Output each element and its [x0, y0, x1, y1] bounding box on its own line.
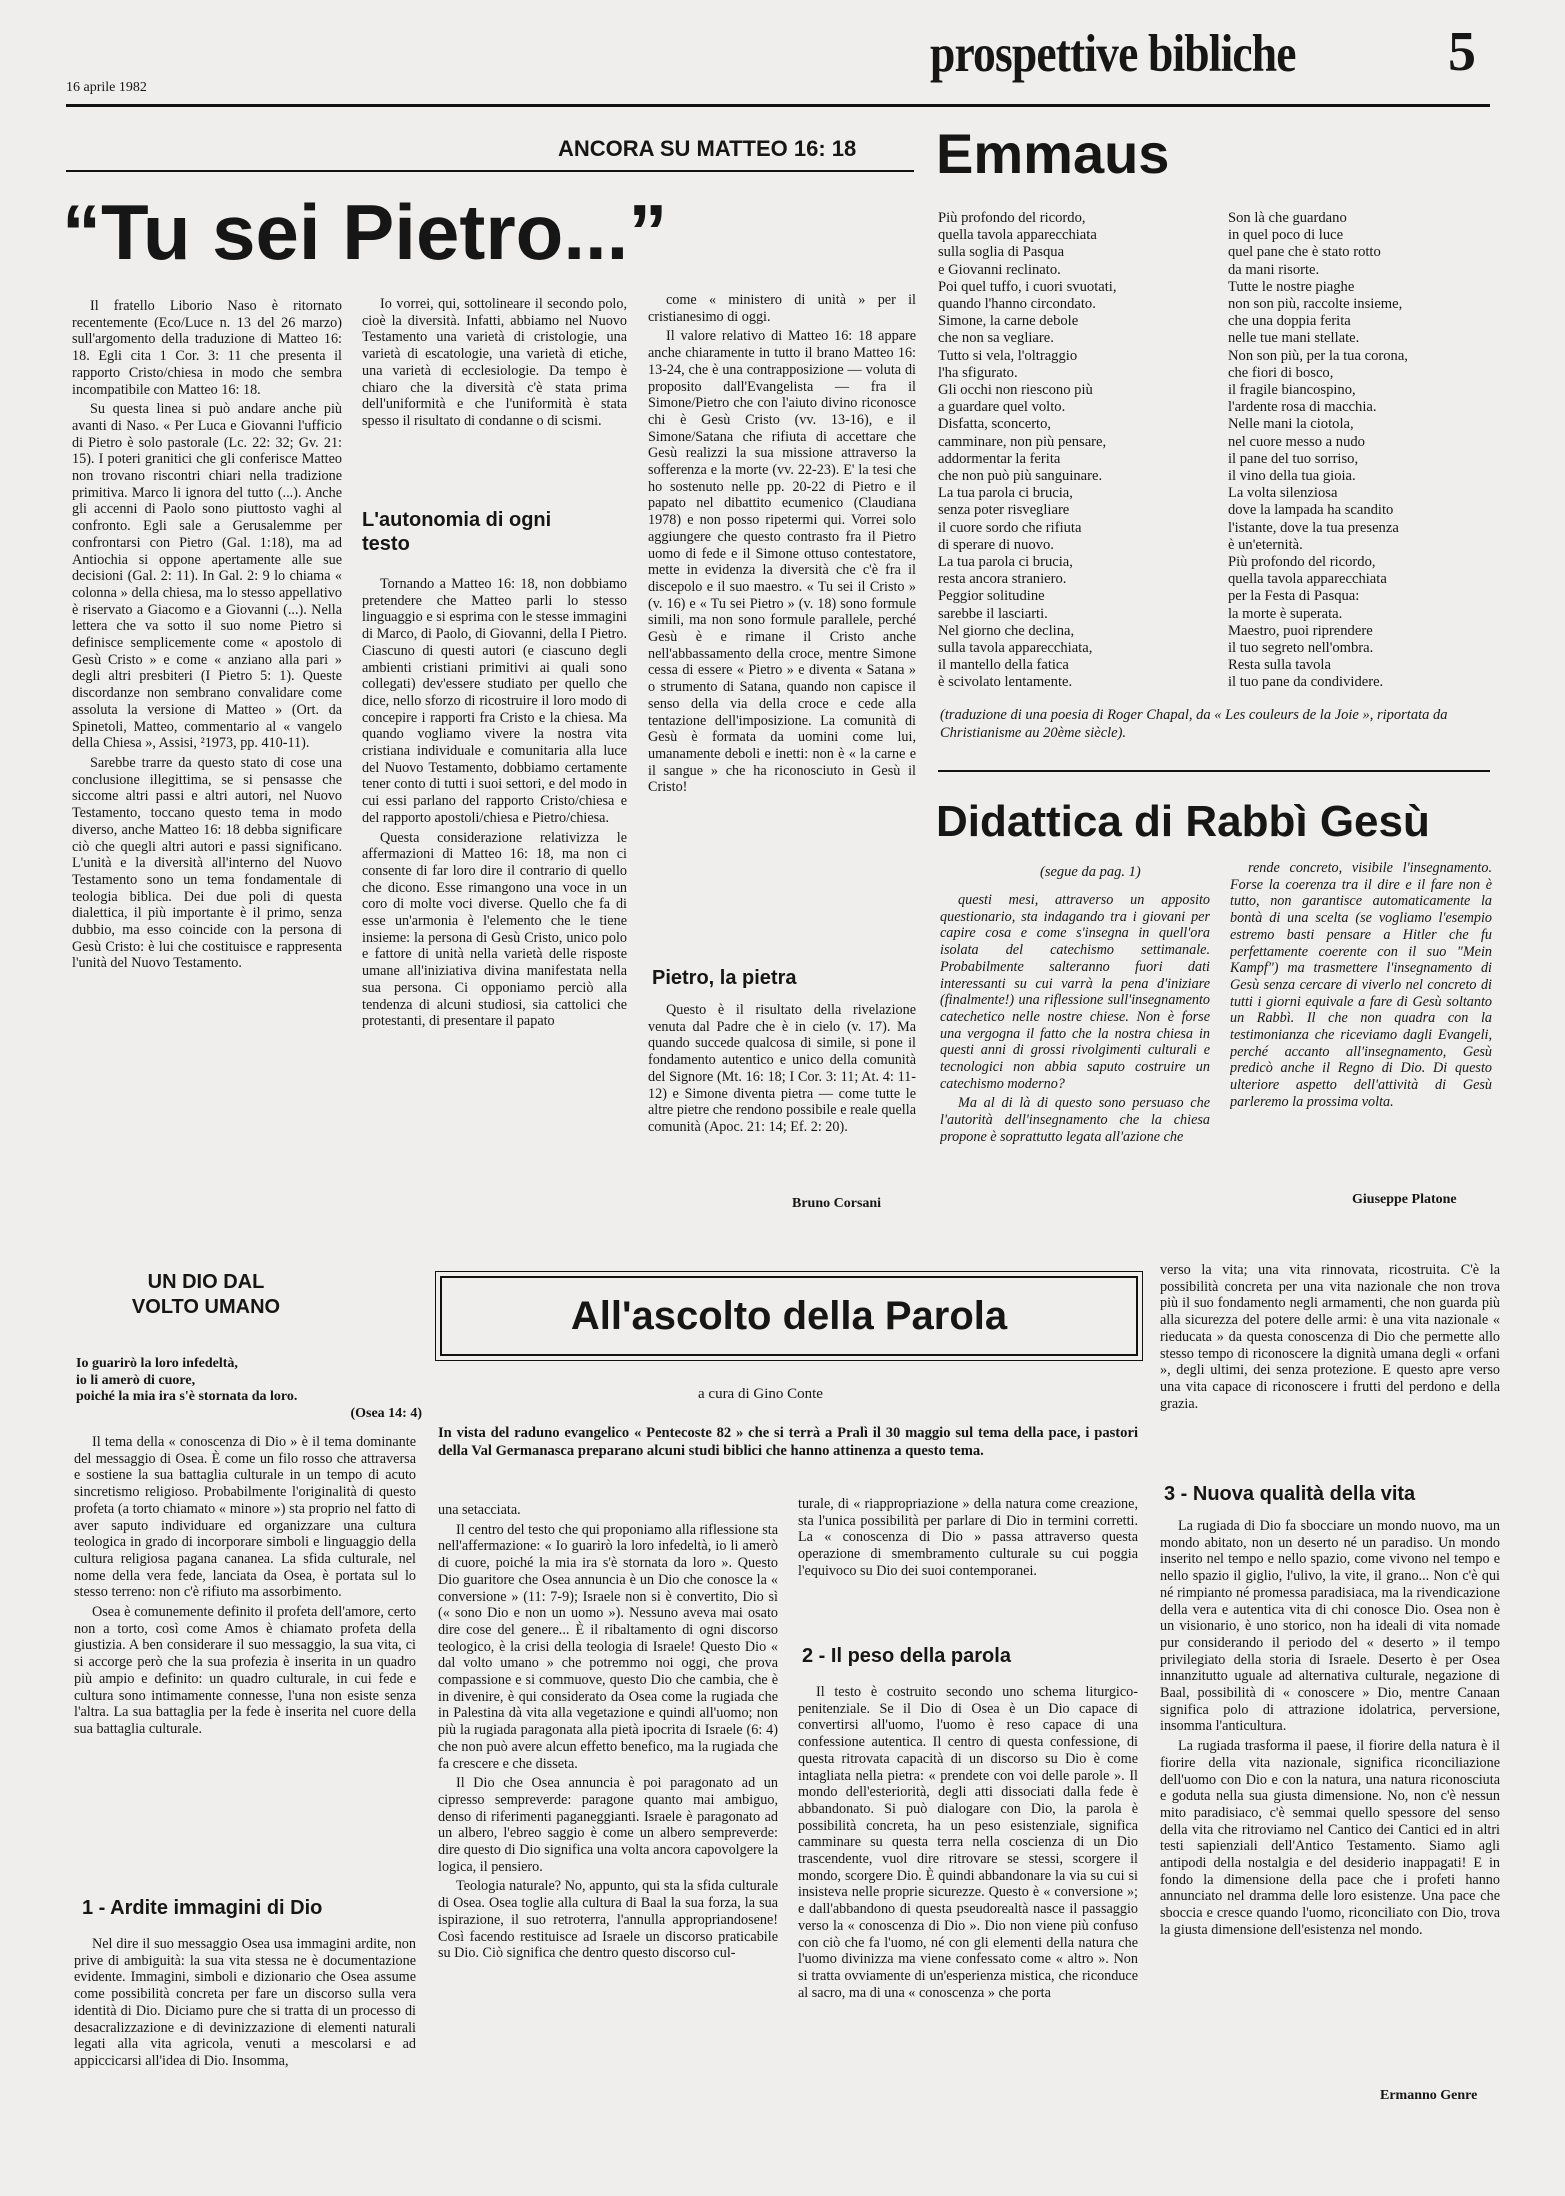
parola-col1b: Nel dire il suo messaggio Osea usa immagini ardite, non prive di ambiguità: la sua vita stessa ne è documentazione evidente. Immagini, simboli e dizionario che Osea assume come possibilità concreta per fare un discorso sulla vera identità di Dio. Diciamo pure che si tratta di un processo di desacralizzazione e di devinizzazione di elementi naturali legati alla vita agricola, venuti a mescolarsi e ad appiccicarsi all'idea di Dio. Insomma,	[74, 1936, 416, 2069]
issue-date: 16 aprile 1982	[66, 80, 147, 95]
poem-line: l'ardente rosa di macchia.	[1228, 399, 1377, 416]
parola-editor: a cura di Gino Conte	[698, 1386, 823, 1402]
poem-line: nel cuore messo a nudo	[1228, 433, 1365, 450]
poem-line: quella tavola apparecchiata	[1228, 571, 1387, 588]
poem-line: Maestro, puoi riprendere	[1228, 622, 1373, 639]
poem-line: il vino della tua gioia.	[1228, 468, 1356, 485]
parola-box-title: All'ascolto della Parola	[570, 1294, 1008, 1338]
pietro-col3b: Questo è il risultato della rivelazione venuta dal Padre che è in cielo (v. 17). Ma quando succede qualcosa di simile, si pone il fondamento autentico e unico della comunità del Signore (Mt. 16: 18; I Cor. 3: 11; At. 4: 11-12) e Simone diventa pietra — come tutte le altre pietre che rendono possibile e reale quella comunità (Apoc. 21: 14; Ef. 2: 20).	[648, 1002, 916, 1135]
parola-kicker: UN DIO DAL VOLTO UMANO	[131, 1271, 281, 1318]
masthead-rule	[66, 104, 1490, 107]
pietro-subhead-autonomia: L'autonomia di ogni testo	[362, 509, 552, 555]
poem-line: l'ha sfigurato.	[938, 364, 1018, 381]
poem-line: l'istante, dove la tua presenza	[1228, 519, 1399, 536]
poem-line: la morte è superata.	[1228, 605, 1343, 622]
poem-line: che una doppia ferita	[1228, 313, 1351, 330]
poem-line: Simone, la carne debole	[938, 313, 1079, 330]
poem-line: addormentar la ferita	[938, 450, 1061, 467]
poem-line: il cuore sordo che rifiuta	[938, 519, 1082, 536]
poem-line: sulla soglia di Pasqua	[938, 244, 1065, 261]
emmaus-title: Emmaus	[936, 122, 1170, 185]
poem-line: Non son più, per la tua corona,	[1228, 347, 1408, 364]
pietro-kicker: ANCORA SU MATTEO 16: 18	[558, 136, 857, 161]
pietro-col1: Il fratello Liborio Naso è ritornato recentemente (Eco/Luce n. 13 del 26 marzo) sull'argomento della traduzione di Matteo 16: 18. Egli cita 1 Cor. 3: 11 che presenta il rapporto Cristo/chiesa in modo che sembra incompatibile con Matteo 16: 18. Su questa linea si può andare anche più avanti di Naso. « Per Luca e Giovanni l'ufficio di Pietro è solo pastorale (Lc. 22: 32; Gv. 21: 15). I poteri granitici che gli conferisce Matteo non trovano riscontri chiari nella tradizione primitiva. Marco li ignora del tutto (...). Anche gli accenni di Paolo sono piuttosto vaghi al confronto. Egli sale a Gerusalemme per confrontarsi con Pietro (Gal. 1:18), ma ad Antiochia si oppone apertamente alle sue decisioni (Gal. 2: 11). In Gal. 2: 9 lo chiama « colonna » della chiesa, ma lo stesso appellativo è riservato a Giacomo e a Giovanni (...). Nella lettera che va sotto il suo nome Pietro si definisce semplicemente come « apostolo di Gesù Cristo » e come « anziano alla pari » degli altri presbiteri (I Pietro 5: 1). Queste discordanze non sembrano convalidare come assoluta la versione di Matteo » (Ort. da Spinetoli, Matteo, commentario al « vangelo della Chiesa », Assisi, ²1973, pp. 410-11). Sarebbe trarre da questo stato di cose una conclusione illegittima, se si pensasse che siccome altri passi e altri autori, nel Nuovo Testamento, toccano questo tema in modo diverso, anche Matteo 16: 18 debba significare ciò che quegli altri autori e passi significano. L'unità e la diversità all'interno del Nuovo Testamento sono un tema fondamentale di teologia biblica. Dei due poli di questa dialettica, il più importante è il primo, senza dubbio, ma esso coincide con la persona di Gesù Cristo: è lui che costituisce e rappresenta l'unità del Nuovo Testamento.	[72, 298, 342, 972]
didattica-signature: Giuseppe Platone	[1352, 1192, 1457, 1207]
poem-line: Più profondo del ricordo,	[1228, 554, 1376, 571]
poem-line: che fiori di bosco,	[1228, 364, 1334, 381]
page-number: 5	[1448, 21, 1476, 83]
didattica-continued: (segue da pag. 1)	[1040, 864, 1141, 880]
poem-line: sulla tavola apparecchiata,	[938, 640, 1093, 657]
parola-subhead-3: 3 - Nuova qualità della vita	[1164, 1483, 1416, 1505]
parola-col4b: La rugiada di Dio fa sbocciare un mondo nuovo, ma un mondo abitato, non un deserto né un paradiso. Un mondo inserito nel tempo e nello spazio, come vivono nel tempo e nello spazio il giglio, l'ulivo, la vite, il grano... Non c'è qui né rimpianto né promessa paradisiaca, ma la rivendicazione della vera e autentica vita di chi conosce Dio. Osea non è un visionario, è uno storico, non ha ideali di vita nomade pur considerando il periodo del « deserto » il tempo privilegiato della storia di Israele. Deserto è per Osea innanzitutto uguale ad alternativa culturale, negazione di Baal, possibilità di « conoscere » Dio, mentre Canaan significa polo di attrazione idolatrica, perversione, insomma l'anticultura. La rugiada trasforma il paese, il fiorire della natura è il fiorire della vita nazionale, significa riconciliazione dell'uomo con Dio e con la natura, una natura riconosciuta e goduta nella sua giusta dimensione. No, non c'è nessun mito paradisiaco, c'è semmai quello spessore del senso della vita che ritroviamo nel Cantico dei Cantici ed in altri testi sapienziali dell'Antico Testamento. Siamo agli antipodi della nostalgia e del desiderio inappagati! E in fondo la dimensione della pace che i profeti hanno annunciato nel dramma delle loro esistenze. Una pace che sboccia e cresce quando l'uomo, riconciliato con Dio, trova la giusta dimensione dell'esistenza nel mondo.	[1160, 1518, 1500, 1938]
parola-col1: Il tema della « conoscenza di Dio » è il tema dominante del messaggio di Osea. È come un filo rosso che attraversa e sostiene la sua battaglia culturale in un tempo di acuto sincretismo religioso. Probabilmente l'originalità di questo profeta (a torto chiamato « minore ») sta proprio nel fatto di aver saputo individuare ed organizzare una cultura teologica in grado di incorporare simboli e linguaggio della cultura religiosa pagana cananea. La sfida culturale, nel nome della vera fede, lanciata da Osea, è portata sul lo stesso terreno: non c'è rifiuto ma assorbimento. Osea è comunemente definito il profeta dell'amore, certo non a torto, così come Amos è chiamato profeta della giustizia. A ben considerare il suo messaggio, la sua vita, ci si accorge però che la sua profezia è inserita in un quadro più ampio e definito: un quadro culturale, in cui fede e cultura sono intimamente connesse, l'una non esiste senza l'altra. La sua battaglia per la fede è inserita nel cuore della sua battaglia culturale.	[74, 1434, 416, 1737]
didattica-title: Didattica di Rabbì Gesù	[936, 797, 1430, 846]
poem-line: a guardare quel volto.	[938, 399, 1066, 416]
didattica-col1: questi mesi, attraverso un apposito questionario, sta indagando tra i giovani per capire cosa e come s'insegna in quell'ora isolata del catechismo settimanale. Probabilmente salteranno fuori dati interessanti su cui varrà la pena d'iniziare (finalmente!) una riflessione sull'insegnamento catechetico nelle nostre chiese. Non è forse una vergogna il fatto che la nostra chiesa in questi anni di grossi rivolgimenti culturali e tecnologici non abbia saputo costruire un catechismo moderno? Ma al di là di questo sono persuaso che l'autorità dell'insegnamento che la chiesa propone è soprattutto legata all'azione che	[940, 892, 1210, 1145]
pietro-col3a: come « ministero di unità » per il cristianesimo di oggi. Il valore relativo di Matteo 16: 18 appare anche chiaramente in tutto il brano Matteo 16: 13-24, che è una contrapposizione — voluta di proposito dall'Evangelista — fra il Simone/Pietro che con l'aiuto divino riconosce chi è Gesù Cristo (vv. 13-16), e il Simone/Satana che rifiuta di accettare che Gesù realizzi la sua missione attraverso la sofferenza e la morte (vv. 22-23). E' la tesi che ho sostenuto nelle pp. 20-22 di Pietro e il papato nel dibattito ecumenico (Claudiana 1978) e non posso ripetermi qui. Vorrei solo aggiungere che questo contrasto fra il Pietro uomo di fede e il Simone ottuso contestatore, mette in evidenza la diversità che c'è fra il discepolo e il suo maestro. « Tu sei il Cristo » (v. 16) e « Tu sei Pietro » (v. 18) sono formule simili, ma non sono formule parallele, perché Gesù è e rimane il Cristo anche nell'abbassamento della croce, mentre Simone cessa di essere « Pietro » e diventa « Satana » o strumento di Satana, quando non capisce il senso della via della croce e cede alla tentazione dell'imposizione. La comunità di Gesù è formata da uomini come lui, umanamente deboli e inetti: non è « la carne e il sangue » che ha riconosciuto in Gesù il Cristo!	[648, 292, 916, 796]
emmaus-credit: (traduzione di una poesia di Roger Chapal, da « Les couleurs de la Joie », riportata da Christianisme au 20ème siècle).	[940, 707, 1448, 741]
parola-col3: turale, di « riappropriazione » della natura come creazione, sta l'unica possibilità per parlare di Dio in termini corretti. La « conoscenza di Dio » passa attraverso questa operazione di smembramento culturale su cui poggia l'equivoco su Dio dei suoi contemporanei.	[798, 1496, 1138, 1579]
poem-line: che non sa vegliare.	[938, 330, 1054, 347]
poem-line: quel pane che è stato rotto	[1228, 244, 1381, 261]
pietro-signature: Bruno Corsani	[792, 1196, 882, 1211]
poem-line: quella tavola apparecchiata	[938, 227, 1097, 244]
pietro-col2a: Io vorrei, qui, sottolineare il secondo polo, cioè la diversità. Infatti, abbiamo nel Nuovo Testamento una varietà di cristologie, una varietà di escatologie, una varietà di etiche, una varietà di ecclesiologie. Da tempo è chiaro che la diversità c'è stata prima dell'uniformità e che l'uniformità è stata spesso il risultato di condanne o di scismi.	[362, 296, 627, 429]
poem-line: La tua parola ci brucia,	[938, 485, 1073, 502]
poem-line: Peggior solitudine	[938, 588, 1045, 605]
poem-line: il mantello della fatica	[938, 657, 1069, 674]
parola-subhead-2: 2 - Il peso della parola	[802, 1645, 1011, 1667]
poem-line: Gli occhi non riescono più	[938, 382, 1093, 399]
emmaus-rule	[938, 770, 1490, 772]
emmaus-poem-right	[1228, 210, 1498, 700]
poem-line: Nel giorno che declina,	[938, 622, 1075, 639]
pietro-headline: “Tu sei Pietro...”	[62, 188, 668, 276]
poem-line: da mani risorte.	[1228, 261, 1320, 278]
parola-title-box	[440, 1276, 1138, 1356]
poem-line: camminare, non più pensare,	[938, 433, 1107, 450]
poem-line: La volta silenziosa	[1228, 485, 1338, 502]
poem-line: è scivolato lentamente.	[938, 674, 1073, 691]
poem-line: per la Festa di Pasqua:	[1228, 588, 1360, 605]
poem-line: il fragile biancospino,	[1228, 382, 1356, 399]
poem-line: Tutte le nostre piaghe	[1228, 278, 1355, 295]
pietro-subhead-pietra: Pietro, la pietra	[652, 967, 797, 989]
parola-intro: In vista del raduno evangelico « Pentecoste 82 » che si terrà a Pralì il 30 maggio sul tema della pace, i pastori della Val Germanasca preparano alcuni studi biblici che hanno attinenza a questo tema.	[438, 1425, 1138, 1459]
poem-line: il tuo pane da condividere.	[1228, 674, 1384, 691]
poem-line: Tutto si vela, l'oltraggio	[938, 347, 1078, 364]
parola-epigraph: Io guarirò la loro infedeltà, io li amerò di cuore, poiché la mia ira s'è stornata da loro. (Osea 14: 4)	[76, 1356, 422, 1421]
section-title: prospettive bibliche	[930, 25, 1296, 83]
poem-line: Poi quel tuffo, i cuori svuotati,	[938, 278, 1117, 295]
pietro-col2b: Tornando a Matteo 16: 18, non dobbiamo pretendere che Matteo parli lo stesso linguaggio e si esprima con le stesse immagini di Marco, di Paolo, di Giovanni, della I Pietro. Ciascuno di questi autori (e ciascuno degli ambienti cristiani primitivi ai quali sono collegati) dev'essere studiato per quello che dice, nello sforzo di ricostruire il loro modo di concepire i rapporti fra Cristo e la chiesa. Ma quando vogliamo vivere la nostra vita cristiana individuale e comunitaria alla luce del Nuovo Testamento, dobbiamo certamente tener conto di tutti i suoi settori, e del modo in cui essi parlano del rapporto Cristo/chiesa e del rapporto apostoli/chiesa e Pietro/chiesa. Questa considerazione relativizza le affermazioni di Matteo 16: 18, ma non ci consente di far loro dire il contrario di quello che dicono. Esse rimangono una voce in un coro di molte voci diverse. Quello che fa di esse un'armonia è l'elemento che le tiene insieme: la persona di Gesù Cristo, unico polo e fattore di unità nella varietà delle risposte umane all'iniziativa divina manifestata nella sua persona. Ci opponiamo perciò alla tendenza di alcuni studiosi, sia cattolici che protestanti, di presentare il papato	[362, 576, 627, 1030]
poem-line: di sperare di nuovo.	[938, 536, 1054, 553]
poem-line: il tuo segreto nell'ombra.	[1228, 640, 1374, 657]
poem-line: che non può più sanguinare.	[938, 468, 1103, 485]
poem-line: Nelle mani la ciotola,	[1228, 416, 1354, 433]
poem-line: Son là che guardano	[1228, 210, 1347, 226]
parola-signature: Ermanno Genre	[1380, 2088, 1478, 2103]
poem-line: Più profondo del ricordo,	[938, 210, 1086, 226]
poem-line: Resta sulla tavola	[1228, 657, 1331, 674]
poem-line: in quel poco di luce	[1228, 227, 1344, 244]
parola-col3b: Il testo è costruito secondo uno schema liturgico-penitenziale. Se il Dio di Osea è un Dio capace di convertirsi all'uomo, l'uomo è reso capace di una confessione autentica. Il centro di questa confessione, di questa ritrovata capacità di un discorso su Dio è come intagliata nella pietra: « prendete con voi delle parole ». Il mondo dell'esteriorità, degli atti dissociati dalla fede è abbandonato. Si può dialogare con Dio, la parola è possibilità concreta, ha un peso esistenziale, significa camminare su questa terra nella coscienza di un Dio trascendente, vuol dire ritrovare se stessi, scorgere il mondo, scorgere Dio. È quindi abbandonare la via su cui si insisteva nelle proprie sicurezze. Questo è « conversione »; e dall'abbandono di questa pseudorealtà nasce il passaggio verso la « conoscenza di Dio ». Dio non viene più confuso con ciò che fa l'uomo, né con gli elementi della natura che l'uomo divinizza ma viene confessato come « altro ». Non si tratta ovviamente di un'esperienza mistica, che riconduce al sacro, ma di una « conoscenza » che porta	[798, 1684, 1138, 2001]
poem-line: e Giovanni reclinato.	[938, 261, 1061, 278]
poem-line: La tua parola ci brucia,	[938, 554, 1073, 571]
poem-line: non son più, raccolte insieme,	[1228, 296, 1403, 313]
poem-line: dove la lampada ha scandito	[1228, 502, 1394, 519]
emmaus-poem-left	[938, 210, 1208, 700]
poem-line: nelle tue mani stellate.	[1228, 330, 1360, 347]
parola-col2: una setacciata. Il centro del testo che qui proponiamo alla riflessione sta nell'affermazione: « Io guarirò la loro infedeltà, io li amerò di cuore, poiché la mia ira s'è stornata da loro ». Questo Dio guaritore che Osea annuncia è un Dio che conosce la « conversione » (11: 7-9); Israele non si è convertito, Dio sì (« sono Dio e non un uomo »). Nessuno aveva mai osato dire cose del genere... È il ribaltamento di ogni discorso teologico, è la crisi della teologia di Israele! Questo Dio « dal volto umano » che potremmo noi oggi, che prova compassione e si commuove, questo Dio che cambia, che è in divenire, è qui considerato da Osea come la rugiada che in Palestina dà vita alla vegetazione e quindi all'uomo; non più la rugiada paragonata alla pietà ipocrita di Israele (6: 4) che non può avere alcun effetto benefico, ma la rugiada che fa crescere e che disseta. Il Dio che Osea annuncia è poi paragonato ad un cipresso sempreverde: paragone quanto mai ambiguo, denso di riferimenti paganeggianti. Israele è paragonato ad un albero, l'ebreo saggio è come un albero sempreverde: dire questo di Dio significa una volta ancora capovolgere la logica, il pensiero. Teologia naturale? No, appunto, qui sta la sfida culturale di Osea. Osea toglie alla cultura di Baal la sua forza, la sua ispirazione, il suo retroterra, l'annulla appropriandosene! Così facendo restituisce ad Israele un discorso praticabile su Dio. Ciò significa che dentro questo discorso cul-	[438, 1502, 778, 1962]
parola-subhead-1: 1 - Ardite immagini di Dio	[82, 1897, 323, 1919]
pietro-kicker-rule	[66, 170, 914, 172]
parola-col4: verso la vita; una vita rinnovata, ricostruita. C'è la possibilità concreta per una vita nazionale che non trova più il suo fondamento negli armamenti, che non guarda più alla sicurezza del potere delle armi: è una vita nazionale « rieducata » da questa conoscenza di Dio che permette allo stesso tempo di riconoscere la dignità umana degli « orfani », degli ultimi, dei senza protezione. E questo apre verso una vita capace di riconoscere i frutti del perdono e della grazia.	[1160, 1262, 1500, 1412]
poem-line: il pane del tuo sorriso,	[1228, 450, 1359, 467]
poem-line: resta ancora straniero.	[938, 571, 1067, 588]
poem-line: Disfatta, sconcerto,	[938, 416, 1052, 433]
poem-line: quando l'hanno circondato.	[938, 296, 1096, 313]
poem-line: senza poter risvegliare	[938, 502, 1070, 519]
poem-line: è un'eternità.	[1228, 536, 1303, 553]
didattica-col2: rende concreto, visibile l'insegnamento. Forse la coerenza tra il dire e il fare non è tutto, non garantisce automaticamente la bontà di una scelta (se vogliamo l'esempio estremo basti pensare a Hitler che fu perfettamente coerente con il suo "Mein Kampf") ma trasmettere l'insegnamento di Gesù senza cercare di viverlo nel concreto di tutti i giorni equivale a fare di Gesù soltanto un Rabbì. Il che non quadra con la testimonianza che riceviamo dagli Evangeli, perché accanto all'insegnamento, Gesù predicò anche il Regno di Dio. Di questo ulteriore aspetto dell'attività di Gesù parleremo la prossima volta.	[1230, 860, 1492, 1110]
poem-line: sarebbe il lasciarti.	[938, 605, 1048, 622]
